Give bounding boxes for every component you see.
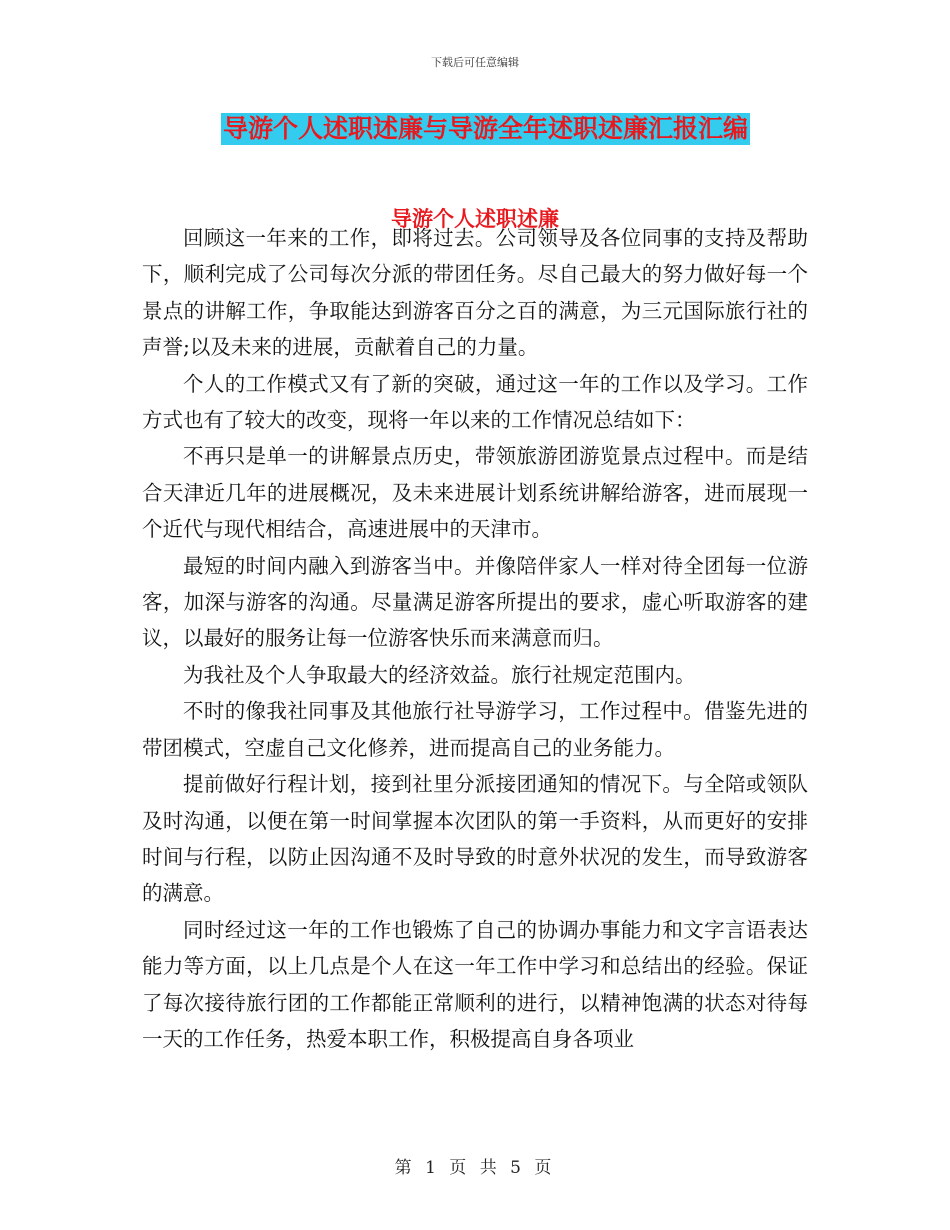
document-body (142, 220, 808, 1057)
section-title: 导游个人述职述廉 (391, 207, 559, 231)
paragraph: 回顾这一年来的工作，即将过去。公司领导及各位同事的支持及帮助下，顺利完成了公司每次分派的带团任务。尽自己最大的努力做好每一个景点的讲解工作，争取能达到游客百分之百的满意，为三元国际旅行社的声誉;以及未来的进展，贡献着自己的力量。 (142, 226, 808, 360)
paragraph: 最短的时间内融入到游客当中。并像陪伴家人一样对待全团每一位游客，加深与游客的沟通。尽量满足游客所提出的要求，虚心听取游客的建议，以最好的服务让每一位游客快乐而来满意而归。 (142, 553, 808, 651)
page-footer: 第 1 页 共 5 页 (394, 1158, 556, 1178)
paragraph: 为我社及个人争取最大的经济效益。旅行社规定范围内。 (183, 662, 696, 687)
document-title: 导游个人述职述廉与导游全年述职述廉汇报汇编 (223, 114, 749, 143)
header-note: 下载后可任意编辑 (431, 56, 519, 69)
paragraph: 提前做好行程计划，接到社里分派接团通知的情况下。与全陪或领队及时沟通，以便在第一时间掌握本次团队的第一手资料，从而更好的安排时间与行程，以防止因沟通不及时导致的时意外状况的发生，而导致游客的满意。 (142, 772, 808, 906)
paragraph: 个人的工作模式又有了新的突破，通过这一年的工作以及学习。工作方式也有了较大的改变，现将一年以来的工作情况总结如下： (142, 371, 808, 433)
paragraph: 不时的像我社同事及其他旅行社导游学习，工作过程中。借鉴先进的带团模式，空虚自己文化修养，进而提高自己的业务能力。 (142, 699, 808, 760)
paragraph: 不再只是单一的讲解景点历史，带领旅游团游览景点过程中。而是结合天津近几年的进展概况，及未来进展计划系统讲解给游客，进而展现一个近代与现代相结合，高速进展中的天津市。 (142, 444, 808, 542)
paragraph: 同时经过这一年的工作也锻炼了自己的协调办事能力和文字言语表达能力等方面，以上几点是个人在这一年工作中学习和总结出的经验。保证了每次接待旅行团的工作都能正常顺利的进行，以精神饱满的状态对待每一天的工作任务，热爱本职工作，积极提高自身各项业 (142, 917, 808, 1051)
